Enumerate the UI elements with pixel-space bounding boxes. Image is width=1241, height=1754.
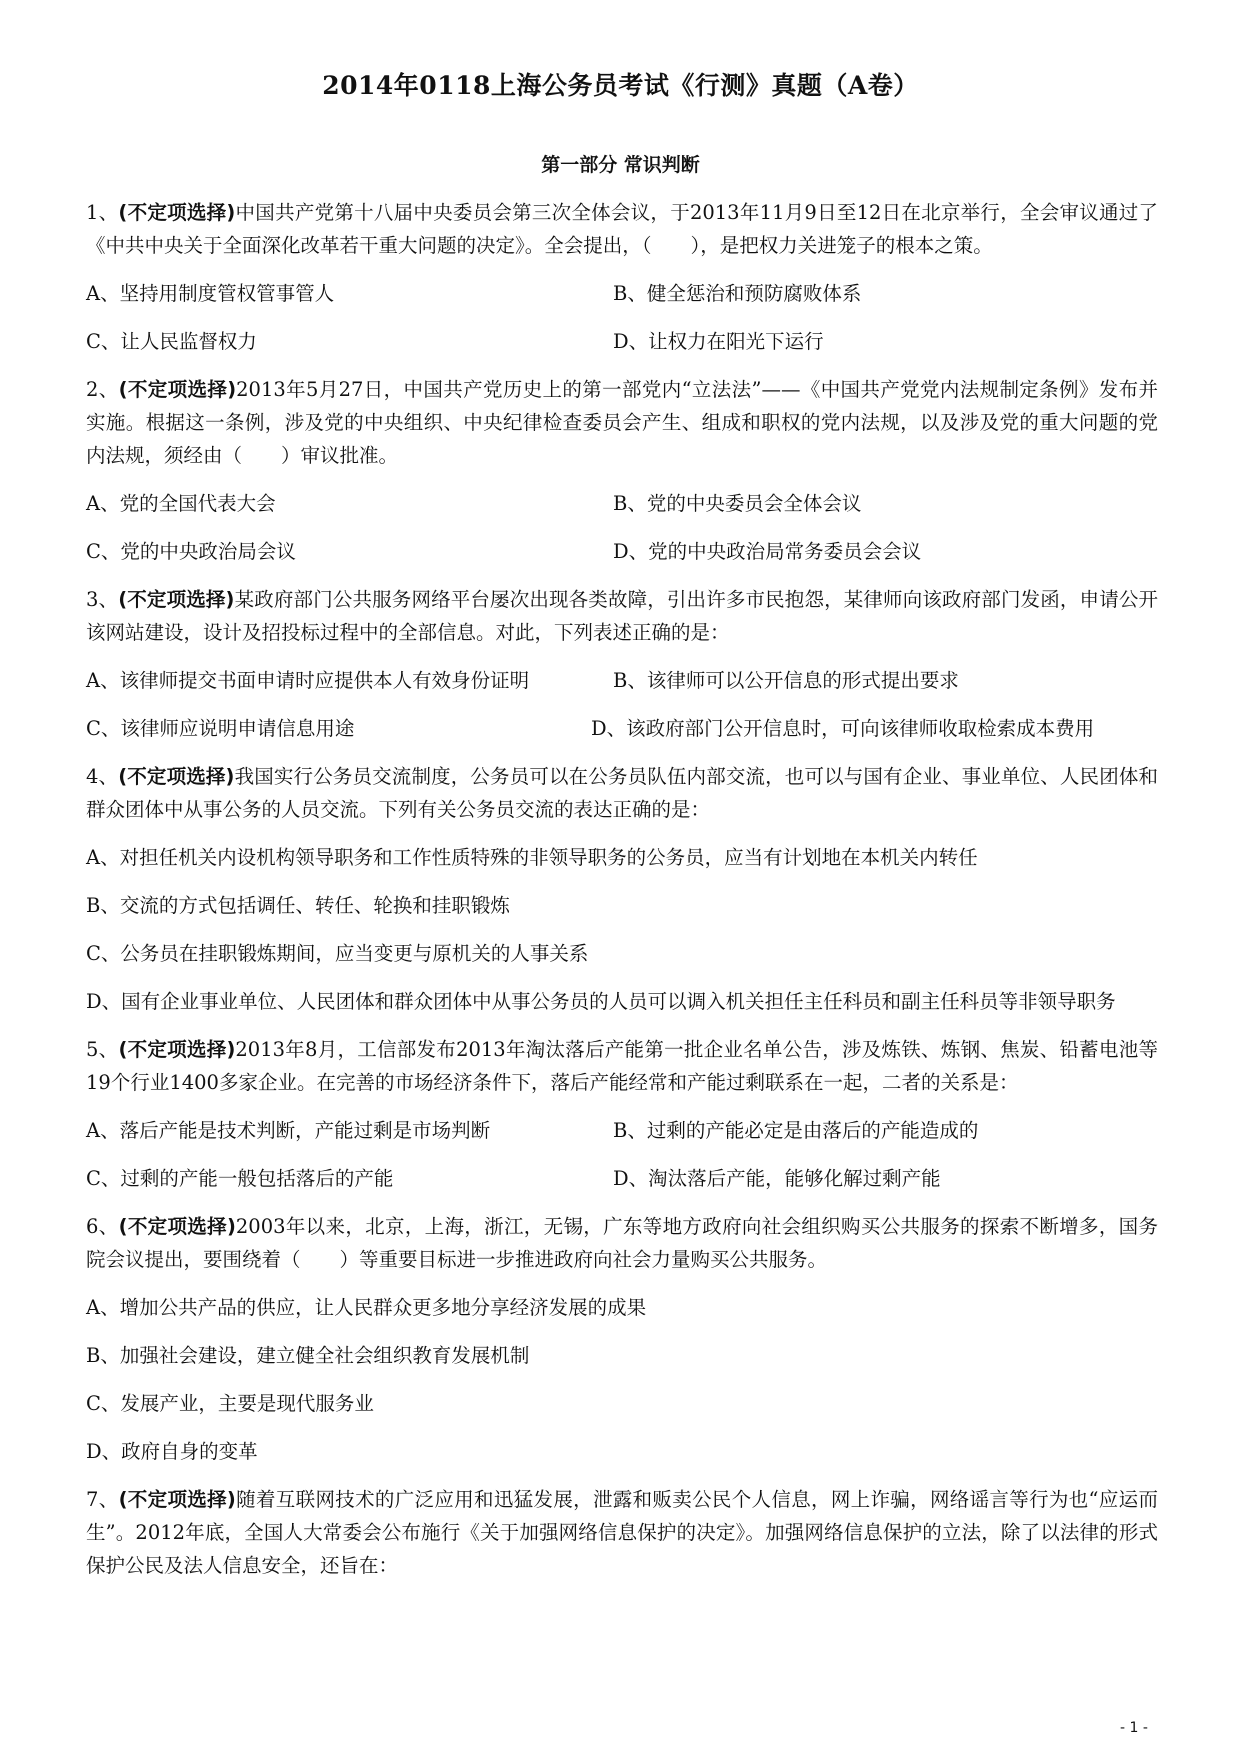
question-text: 某政府部门公共服务网络平台屡次出现各类故障，引出许多市民抱怨，某律师向该政府部门发函，申请公开该网站建设，设计及招投标过程中的全部信息。对此，下列表述正确的是： — [86, 588, 1158, 644]
option-row — [86, 277, 1158, 310]
option-d: D、淘汰落后产能，能够化解过剩产能 — [613, 1167, 941, 1190]
option-a: A、增加公共产品的供应，让人民群众更多地分享经济发展的成果 — [86, 1296, 647, 1319]
question-number: 5、 — [86, 1038, 119, 1061]
option-c: C、发展产业，主要是现代服务业 — [86, 1392, 374, 1415]
option-row — [86, 712, 1158, 745]
question-list — [86, 196, 1158, 1597]
question-type-tag: (不定项选择) — [118, 378, 237, 401]
question-7 — [86, 1483, 1158, 1582]
question-text: 我国实行公务员交流制度，公务员可以在公务员队伍内部交流，也可以与国有企业、事业单位、人民团体和群众团体中从事公务的人员交流。下列有关公务员交流的表达正确的是： — [86, 765, 1158, 821]
option-row — [86, 487, 1158, 520]
question-1 — [86, 196, 1158, 262]
question-number: 3、 — [86, 588, 119, 611]
option-b: B、过剩的产能必定是由落后的产能造成的 — [613, 1119, 979, 1142]
question-number: 7、 — [86, 1488, 119, 1511]
question-6 — [86, 1210, 1158, 1276]
question-number: 6、 — [86, 1215, 119, 1238]
question-text: 随着互联网技术的广泛应用和迅猛发展，泄露和贩卖公民个人信息，网上诈骗，网络谣言等行为也“应运而生”。2012年底，全国人大常委会公布施行《关于加强网络信息保护的决定》。加强网络信息保护的立法，除了以法律的形式保护公民及法人信息安全，还旨在： — [86, 1488, 1158, 1577]
question-text: 2013年8月，工信部发布2013年淘汰落后产能第一批企业名单公告，涉及炼铁、炼钢、焦炭、铅蓄电池等19个行业1400多家企业。在完善的市场经济条件下，落后产能经常和产能过剩联系在一起，二者的关系是： — [86, 1038, 1158, 1094]
question-type-tag: (不定项选择) — [118, 588, 235, 611]
question-number: 1、 — [86, 201, 119, 224]
question-text: 2003年以来，北京，上海，浙江，无锡，广东等地方政府向社会组织购买公共服务的探索不断增多，国务院会议提出，要围绕着（ ）等重要目标进一步推进政府向社会力量购买公共服务。 — [86, 1215, 1158, 1271]
question-type-tag: (不定项选择) — [118, 1215, 236, 1238]
option-row — [86, 1114, 1158, 1147]
question-2 — [86, 373, 1158, 472]
question-number: 2、 — [86, 378, 119, 401]
option-a: A、坚持用制度管权管事管人 — [86, 282, 335, 305]
option-a: A、该律师提交书面申请时应提供本人有效身份证明 — [86, 669, 530, 692]
question-type-tag: (不定项选择) — [118, 1488, 236, 1511]
question-text: 2013年5月27日，中国共产党历史上的第一部党内“立法法”——《中国共产党党内法规制定条例》发布并实施。根据这一条例，涉及党的中央组织、中央纪律检查委员会产生、组成和职权的党内法规，以及涉及党的重大问题的党内法规，须经由（ ）审议批准。 — [86, 378, 1158, 467]
option-c: C、让人民监督权力 — [86, 330, 257, 353]
option-c: C、该律师应说明申请信息用途 — [86, 717, 355, 740]
question-type-tag: (不定项选择) — [118, 201, 236, 224]
question-type-tag: (不定项选择) — [118, 765, 235, 788]
option-a: A、对担任机关内设机构领导职务和工作性质特殊的非领导职务的公务员，应当有计划地在本机关内转任 — [86, 846, 978, 869]
option-b: B、健全惩治和预防腐败体系 — [613, 282, 862, 305]
question-4 — [86, 760, 1158, 826]
option-a: A、党的全国代表大会 — [86, 492, 276, 515]
section-heading: 第一部分 常识判断 — [541, 154, 700, 176]
option-c: C、公务员在挂职锻炼期间，应当变更与原机关的人事关系 — [86, 942, 589, 965]
option-a: A、落后产能是技术判断，产能过剩是市场判断 — [86, 1119, 491, 1142]
page-number: - 1 - — [1120, 1720, 1148, 1736]
question-3 — [86, 583, 1158, 649]
question-text: 中国共产党第十八届中央委员会第三次全体会议，于2013年11月9日至12日在北京举行，全会审议通过了《中共中央关于全面深化改革若干重大问题的决定》。全会提出，（ ），是把权力关进笼子的根本之策。 — [86, 201, 1158, 257]
option-c: C、党的中央政治局会议 — [86, 540, 296, 563]
option-row — [86, 535, 1158, 568]
option-b: B、该律师可以公开信息的形式提出要求 — [613, 669, 959, 692]
option-d: D、政府自身的变革 — [86, 1440, 258, 1463]
question-5 — [86, 1033, 1158, 1099]
question-type-tag: (不定项选择) — [118, 1038, 236, 1061]
option-b: B、党的中央委员会全体会议 — [613, 492, 862, 515]
option-d: D、该政府部门公开信息时，可向该律师收取检索成本费用 — [591, 717, 1095, 740]
option-row — [86, 664, 1158, 697]
option-c: C、过剩的产能一般包括落后的产能 — [86, 1167, 394, 1190]
option-d: D、国有企业事业单位、人民团体和群众团体中从事公务员的人员可以调入机关担任主任科员和副主任科员等非领导职务 — [86, 990, 1116, 1013]
option-d: D、让权力在阳光下运行 — [613, 330, 824, 353]
option-row — [86, 1162, 1158, 1195]
question-number: 4、 — [86, 765, 119, 788]
option-b: B、交流的方式包括调任、转任、轮换和挂职锻炼 — [86, 894, 510, 917]
document-title: 2014年0118上海公务员考试《行测》真题（A卷） — [322, 71, 919, 100]
option-d: D、党的中央政治局常务委员会会议 — [613, 540, 922, 563]
option-row — [86, 325, 1158, 358]
option-b: B、加强社会建设，建立健全社会组织教育发展机制 — [86, 1344, 530, 1367]
